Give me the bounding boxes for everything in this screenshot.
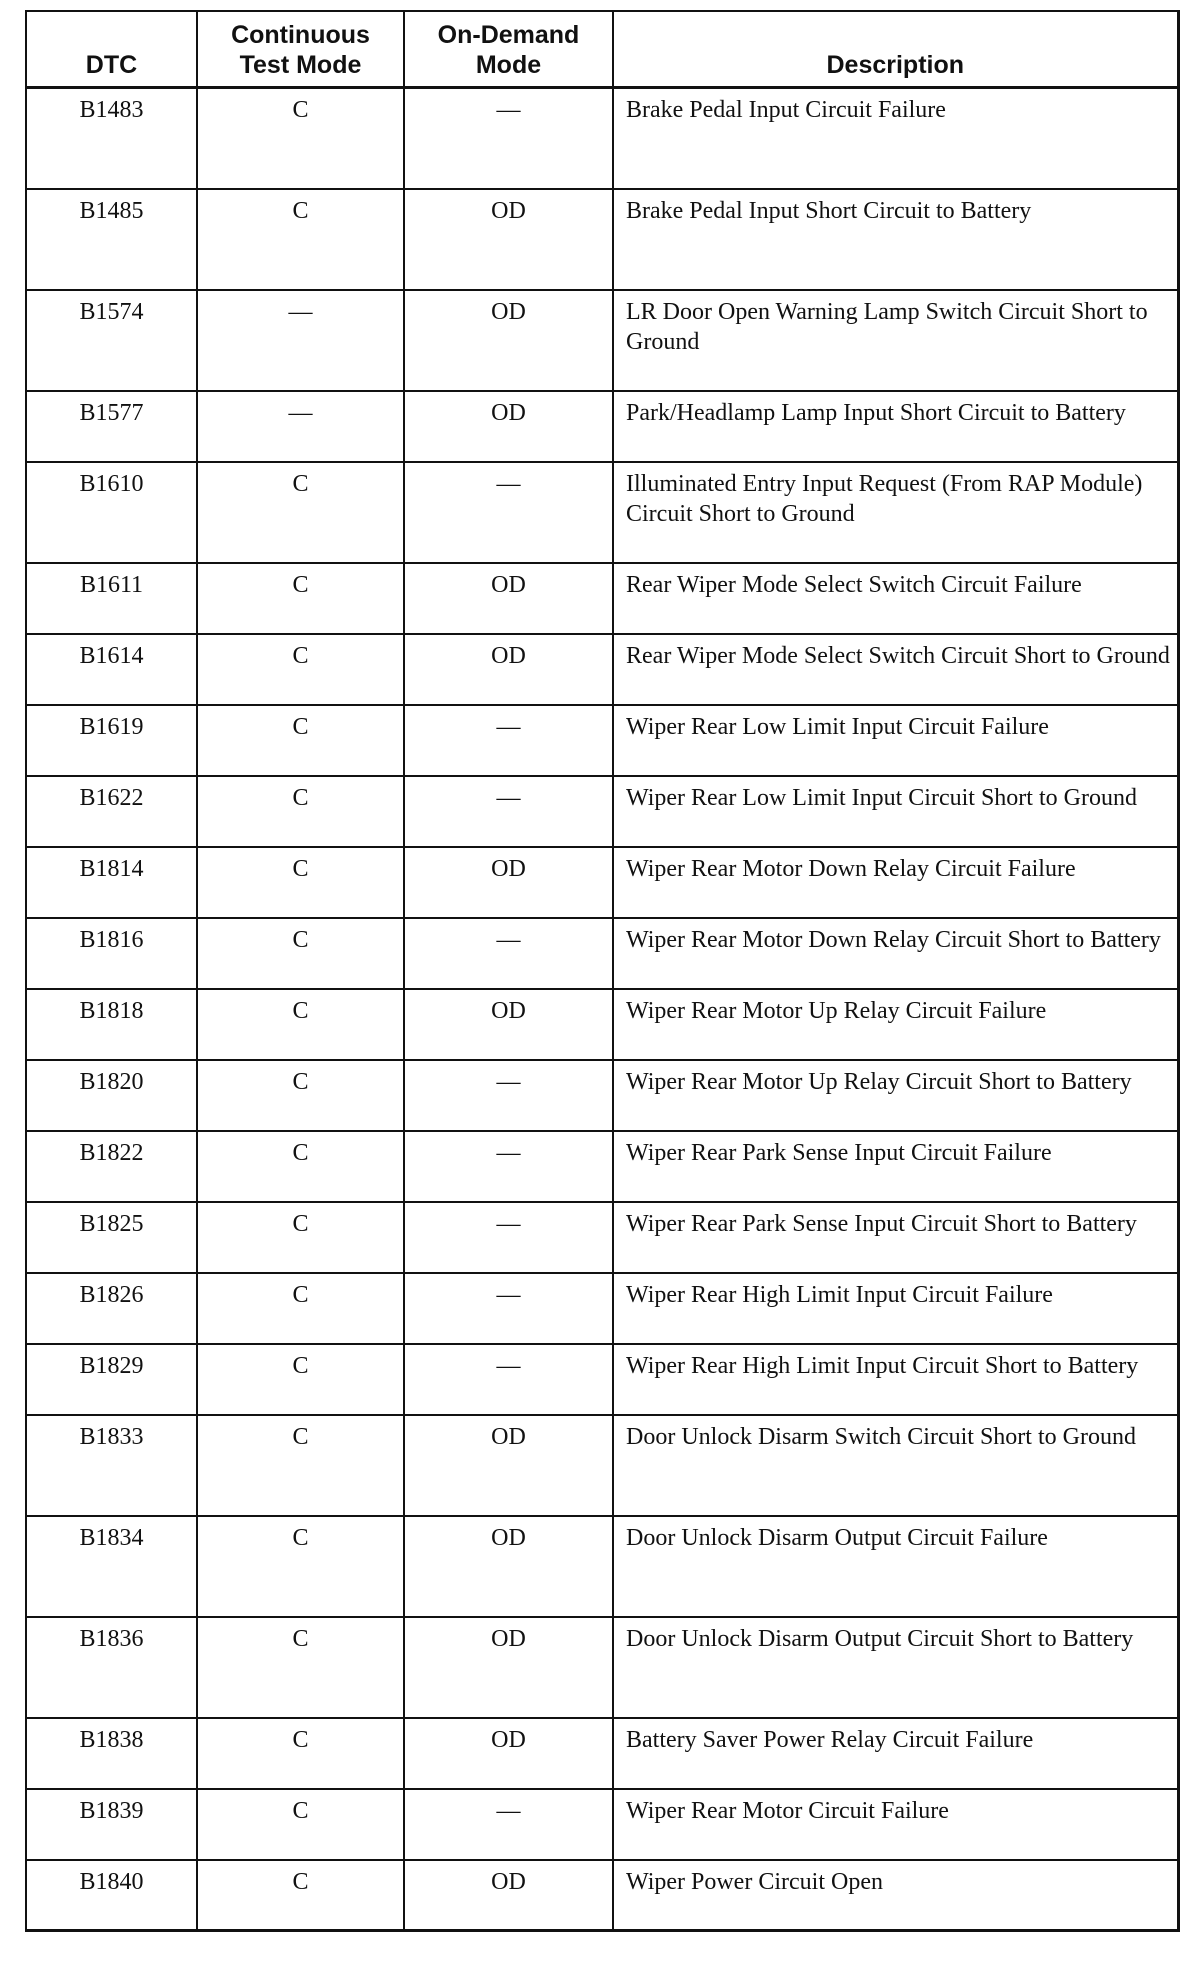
dtc-code: B1485	[26, 189, 197, 290]
description: Wiper Rear Low Limit Input Circuit Short to Ground	[613, 776, 1178, 847]
table-row	[26, 1860, 1178, 1931]
table-row	[26, 290, 1178, 391]
on-demand-mode: OD	[404, 1516, 613, 1617]
continuous-mode: C	[197, 88, 404, 189]
dtc-code: B1833	[26, 1415, 197, 1516]
description: Door Unlock Disarm Output Circuit Short to Battery	[613, 1617, 1178, 1718]
continuous-mode: C	[197, 1344, 404, 1415]
dtc-code: B1839	[26, 1789, 197, 1860]
description: Wiper Rear Motor Down Relay Circuit Short to Battery	[613, 918, 1178, 989]
dtc-code: B1611	[26, 563, 197, 634]
dtc-code: B1822	[26, 1131, 197, 1202]
on-demand-mode: OD	[404, 391, 613, 462]
description: Rear Wiper Mode Select Switch Circuit Failure	[613, 563, 1178, 634]
description: Wiper Rear High Limit Input Circuit Failure	[613, 1273, 1178, 1344]
dtc-code: B1614	[26, 634, 197, 705]
dtc-code: B1825	[26, 1202, 197, 1273]
table-row	[26, 1718, 1178, 1789]
dtc-code: B1834	[26, 1516, 197, 1617]
table-row	[26, 189, 1178, 290]
continuous-mode: C	[197, 847, 404, 918]
header-dtc: DTC	[26, 11, 197, 88]
description: Wiper Rear Park Sense Input Circuit Failure	[613, 1131, 1178, 1202]
continuous-mode: C	[197, 563, 404, 634]
continuous-mode: —	[197, 391, 404, 462]
dtc-code: B1574	[26, 290, 197, 391]
table-row	[26, 88, 1178, 189]
on-demand-mode: OD	[404, 989, 613, 1060]
continuous-mode: C	[197, 1202, 404, 1273]
continuous-mode: C	[197, 1617, 404, 1718]
description: Wiper Rear Motor Down Relay Circuit Failure	[613, 847, 1178, 918]
table-row	[26, 1617, 1178, 1718]
dtc-code: B1826	[26, 1273, 197, 1344]
continuous-mode: C	[197, 705, 404, 776]
on-demand-mode: —	[404, 1202, 613, 1273]
table-row	[26, 391, 1178, 462]
on-demand-mode: OD	[404, 1860, 613, 1931]
table-row	[26, 1789, 1178, 1860]
continuous-mode: C	[197, 1516, 404, 1617]
dtc-code: B1840	[26, 1860, 197, 1931]
table-row	[26, 1202, 1178, 1273]
description: Wiper Power Circuit Open	[613, 1860, 1178, 1931]
header-description: Description	[613, 11, 1178, 88]
description: Rear Wiper Mode Select Switch Circuit Short to Ground	[613, 634, 1178, 705]
on-demand-mode: —	[404, 1344, 613, 1415]
header-row	[26, 11, 1178, 88]
header-continuous-test-mode: Continuous Test Mode	[197, 11, 404, 88]
dtc-code: B1814	[26, 847, 197, 918]
table-row	[26, 1273, 1178, 1344]
dtc-code: B1836	[26, 1617, 197, 1718]
on-demand-mode: —	[404, 918, 613, 989]
header-on-demand-mode: On-Demand Mode	[404, 11, 613, 88]
dtc-code: B1619	[26, 705, 197, 776]
continuous-mode: C	[197, 189, 404, 290]
description: Wiper Rear Low Limit Input Circuit Failure	[613, 705, 1178, 776]
continuous-mode: C	[197, 1860, 404, 1931]
table-row	[26, 705, 1178, 776]
continuous-mode: C	[197, 1131, 404, 1202]
dtc-code: B1483	[26, 88, 197, 189]
table-row	[26, 1344, 1178, 1415]
on-demand-mode: —	[404, 705, 613, 776]
continuous-mode: —	[197, 290, 404, 391]
on-demand-mode: —	[404, 462, 613, 563]
table-row	[26, 918, 1178, 989]
on-demand-mode: —	[404, 1789, 613, 1860]
description: Wiper Rear Park Sense Input Circuit Short to Battery	[613, 1202, 1178, 1273]
table-row	[26, 1516, 1178, 1617]
description: Door Unlock Disarm Output Circuit Failure	[613, 1516, 1178, 1617]
table-row	[26, 776, 1178, 847]
on-demand-mode: —	[404, 1131, 613, 1202]
continuous-mode: C	[197, 1060, 404, 1131]
continuous-mode: C	[197, 989, 404, 1060]
on-demand-mode: —	[404, 776, 613, 847]
on-demand-mode: OD	[404, 189, 613, 290]
table-row	[26, 1415, 1178, 1516]
dtc-code: B1622	[26, 776, 197, 847]
dtc-code: B1818	[26, 989, 197, 1060]
on-demand-mode: OD	[404, 1617, 613, 1718]
on-demand-mode: OD	[404, 563, 613, 634]
on-demand-mode: —	[404, 88, 613, 189]
dtc-table	[25, 10, 1180, 1932]
description: Park/Headlamp Lamp Input Short Circuit to Battery	[613, 391, 1178, 462]
continuous-mode: C	[197, 1273, 404, 1344]
description: Brake Pedal Input Short Circuit to Battery	[613, 189, 1178, 290]
on-demand-mode: OD	[404, 634, 613, 705]
dtc-code: B1838	[26, 1718, 197, 1789]
continuous-mode: C	[197, 776, 404, 847]
table-row	[26, 989, 1178, 1060]
table-row	[26, 847, 1178, 918]
on-demand-mode: —	[404, 1273, 613, 1344]
table-row	[26, 462, 1178, 563]
table-row	[26, 1131, 1178, 1202]
table-row	[26, 1060, 1178, 1131]
dtc-code: B1610	[26, 462, 197, 563]
description: LR Door Open Warning Lamp Switch Circuit Short to Ground	[613, 290, 1178, 391]
dtc-code: B1816	[26, 918, 197, 989]
on-demand-mode: OD	[404, 290, 613, 391]
continuous-mode: C	[197, 1415, 404, 1516]
table-row	[26, 563, 1178, 634]
on-demand-mode: OD	[404, 1718, 613, 1789]
table-row	[26, 634, 1178, 705]
continuous-mode: C	[197, 918, 404, 989]
continuous-mode: C	[197, 1718, 404, 1789]
description: Wiper Rear Motor Circuit Failure	[613, 1789, 1178, 1860]
on-demand-mode: OD	[404, 847, 613, 918]
on-demand-mode: OD	[404, 1415, 613, 1516]
description: Wiper Rear Motor Up Relay Circuit Short to Battery	[613, 1060, 1178, 1131]
continuous-mode: C	[197, 462, 404, 563]
dtc-code: B1577	[26, 391, 197, 462]
dtc-code: B1820	[26, 1060, 197, 1131]
description: Battery Saver Power Relay Circuit Failure	[613, 1718, 1178, 1789]
description: Illuminated Entry Input Request (From RAP Module) Circuit Short to Ground	[613, 462, 1178, 563]
description: Wiper Rear High Limit Input Circuit Short to Battery	[613, 1344, 1178, 1415]
description: Door Unlock Disarm Switch Circuit Short to Ground	[613, 1415, 1178, 1516]
description: Wiper Rear Motor Up Relay Circuit Failure	[613, 989, 1178, 1060]
on-demand-mode: —	[404, 1060, 613, 1131]
continuous-mode: C	[197, 634, 404, 705]
dtc-code: B1829	[26, 1344, 197, 1415]
continuous-mode: C	[197, 1789, 404, 1860]
description: Brake Pedal Input Circuit Failure	[613, 88, 1178, 189]
